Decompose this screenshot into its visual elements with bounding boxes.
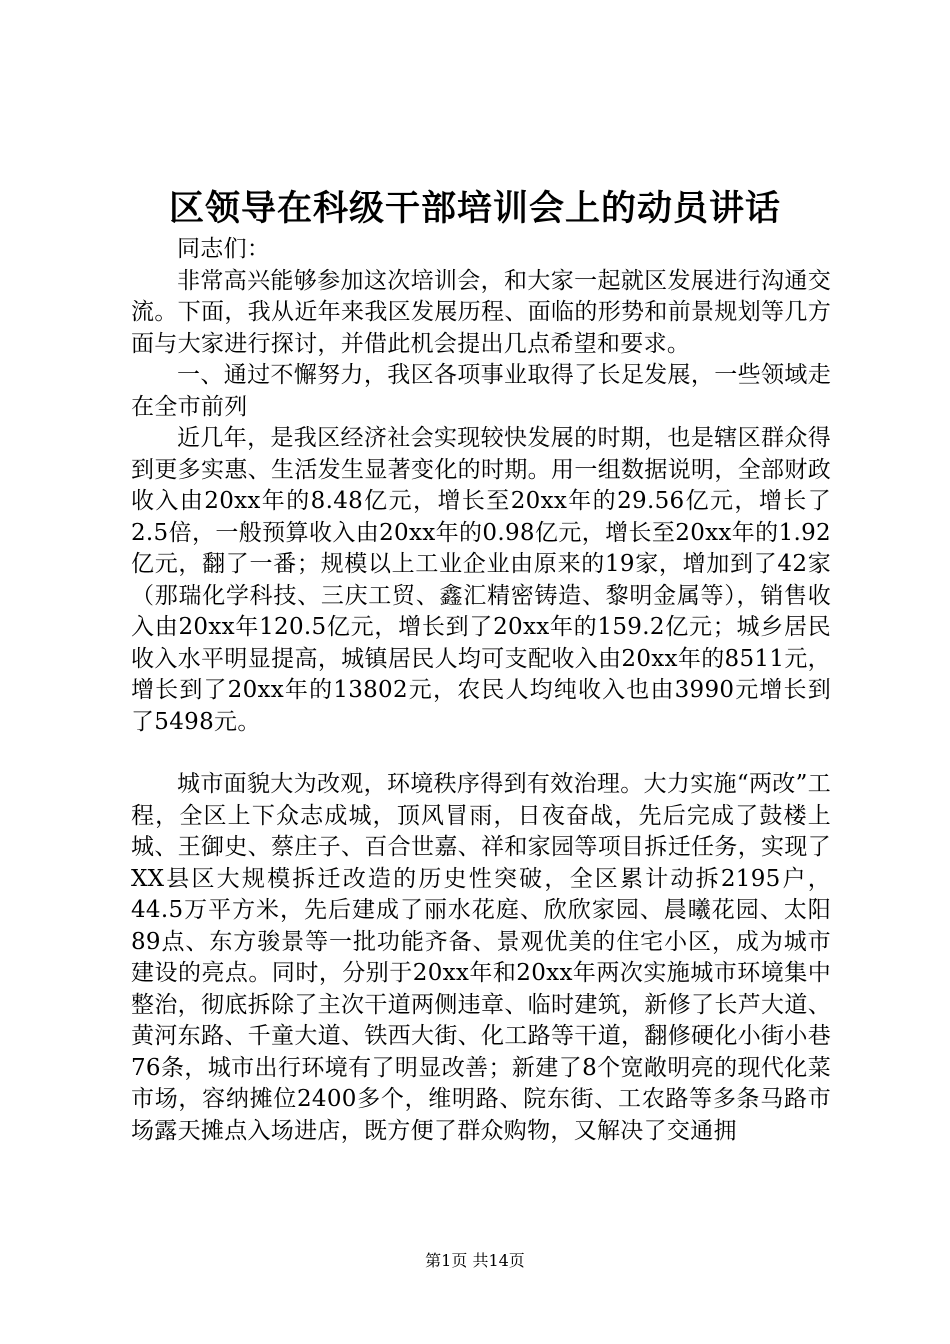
page-footer: 第1页 共14页: [425, 1251, 525, 1270]
body-paragraph: 城市面貌大为改观，环境秩序得到有效治理。大力实施“两改”工程，全区上下众志成城，顶风冒雨，日夜奋战，先后完成了鼓楼上城、王御史、蔡庄子、百合世嘉、祥和家园等项目拆迁任务，实现了XX县区大规模拆迁改造的历史性突破，全区累计动拆2195户，44.5万平方米，先后建成了丽水花庭、欣欣家园、晨曦花园、太阳89点、东方骏景等一批功能齐备、景观优美的住宅小区，成为城市建设的亮点。同时，分别于20xx年和20xx年两次实施城市环境集中整治，彻底拆除了主次干道两侧违章、临时建筑，新修了长芦大道、黄河东路、千童大道、铁西大街、化工路等干道，翻修硬化小街小巷76条，城市出行环境有了明显改善；新建了8个宽敞明亮的现代化菜市场，容纳摊位2400多个，维明路、院东街、工农路等多条马路市场露天摊点入场进店，既方便了群众购物，又解决了交通拥: [131, 771, 831, 1144]
document-body: [131, 234, 831, 1147]
section-heading: 一、通过不懈努力，我区各项事业取得了长足发展，一些领域走在全市前列: [131, 362, 831, 420]
document-title: 区领导在科级干部培训会上的动员讲话: [168, 188, 781, 229]
salutation: 同志们：: [177, 236, 271, 262]
intro-paragraph: 非常高兴能够参加这次培训会，和大家一起就区发展进行沟通交流。下面，我从近年来我区发展历程、面临的形势和前景规划等几方面与大家进行探讨，并借此机会提出几点希望和要求。: [131, 267, 831, 357]
body-paragraph: 近几年，是我区经济社会实现较快发展的时期，也是辖区群众得到更多实惠、生活发生显著变化的时期。用一组数据说明，全部财政收入由20xx年的8.48亿元，增长至20xx年的29.56亿元，增长了2.5倍，一般预算收入由20xx年的0.98亿元，增长至20xx年的1.92亿元，翻了一番；规模以上工业企业由原来的19家，增加到了42家（那瑞化学科技、三庆工贸、鑫汇精密铸造、黎明金属等），销售收入由20xx年120.5亿元，增长到了20xx年的159.2亿元；城乡居民收入水平明显提高，城镇居民人均可支配收入由20xx年的8511元，增长到了20xx年的13802元，农民人均纯收入也由3990元增长到了5498元。: [131, 425, 831, 735]
